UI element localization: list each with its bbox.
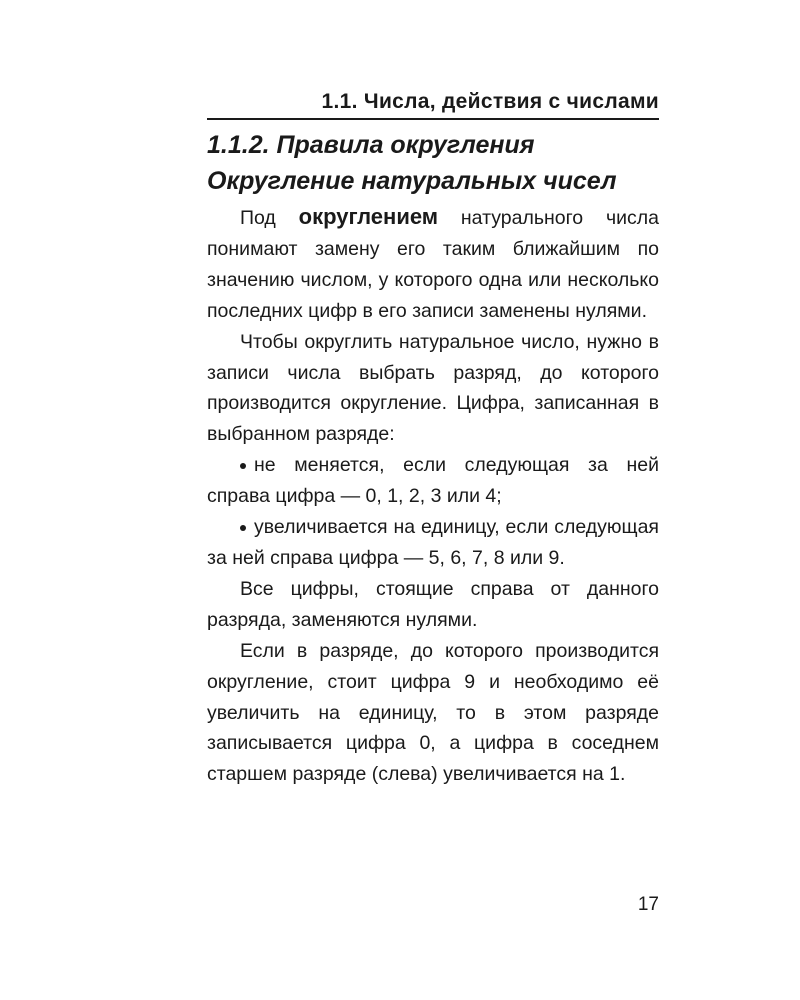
body-text: [207, 202, 659, 790]
paragraph-zeros: Все цифры, стоящие справа от данного разряда, заменяются нулями.: [207, 577, 659, 631]
subsection-title: Округление натуральных чисел: [207, 167, 617, 195]
bullet-item-unchanged: [207, 450, 659, 512]
paragraph-carry: Если в разряде, до которого производится округление, стоит цифра 9 и необходимо её увеличить на единицу, то в этом разряде записывается цифра 0, а цифра в соседнем старшем разряде (слева) увеличивается на 1.: [207, 639, 659, 786]
bullet-item-text: увеличивается на единицу, если следующая за ней справа цифра — 5, 6, 7, 8 или 9.: [207, 516, 659, 569]
section-title: 1.1.2. Правила округления: [207, 131, 535, 159]
bullet-icon: [240, 525, 246, 531]
page-number: 17: [637, 894, 659, 915]
paragraph-definition: [207, 202, 659, 327]
paragraph-definition-rest: натурального числа понимают замену его таким ближайшим по значению числом, у которого одна или несколько последних цифр в его записи заменены нулями.: [207, 207, 659, 322]
bullet-item-increase: [207, 512, 659, 574]
term-rounding: округлением: [298, 204, 439, 229]
paragraph-procedure: Чтобы округлить натуральное число, нужно в записи числа выбрать разряд, до которого производится округление. Цифра, записанная в выбранном разряде:: [207, 330, 659, 446]
running-header: 1.1. Числа, действия с числами: [207, 88, 659, 120]
book-page: [207, 88, 659, 790]
bullet-icon: [240, 463, 246, 469]
bullet-item-text: не меняется, если следующая за ней справа цифра — 0, 1, 2, 3 или 4;: [207, 454, 659, 508]
paragraph-definition-lead: Под: [240, 207, 299, 229]
